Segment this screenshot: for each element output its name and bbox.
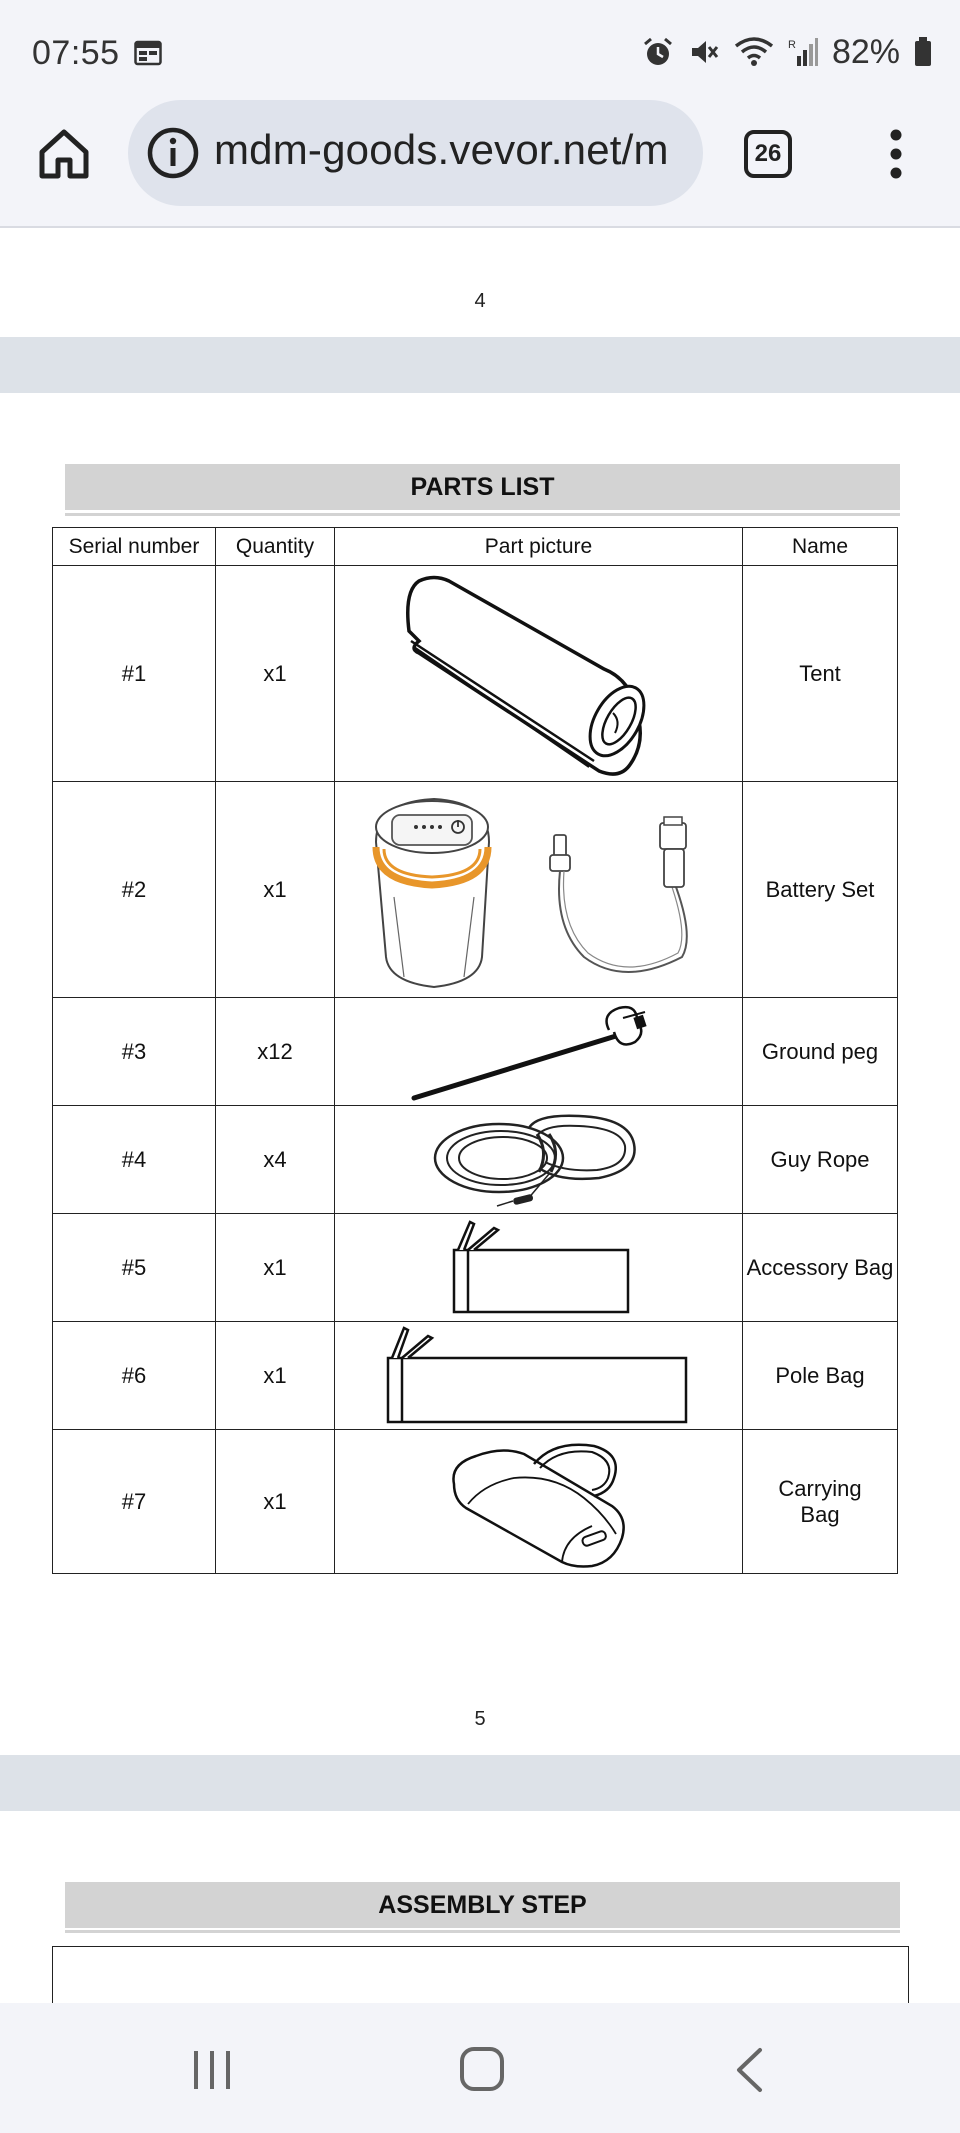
mute-icon: [688, 36, 720, 68]
name-cell: Pole Bag: [743, 1322, 898, 1430]
battery-percentage: 82%: [831, 32, 900, 71]
tabs-button[interactable]: [744, 130, 792, 178]
ground-peg-icon: [409, 1002, 669, 1102]
svg-text:R: R: [787, 39, 796, 51]
browser-toolbar: [0, 100, 960, 228]
page-number: 4: [474, 290, 486, 312]
name-cell: Accessory Bag: [743, 1214, 898, 1322]
header-quantity: Quantity: [216, 528, 335, 566]
serial-cell: #1: [53, 566, 216, 782]
serial-cell: #4: [53, 1106, 216, 1214]
more-vert-icon[interactable]: [880, 128, 912, 180]
serial-cell: #2: [53, 782, 216, 998]
quantity-cell: x1: [216, 782, 335, 998]
home-button-icon[interactable]: [460, 2047, 504, 2091]
serial-cell: #6: [53, 1322, 216, 1430]
header-serial: Serial number: [53, 528, 216, 566]
parts-table: [52, 527, 898, 1574]
serial-cell: #7: [53, 1430, 216, 1574]
quantity-cell: x1: [216, 1214, 335, 1322]
picture-cell: [335, 1430, 743, 1574]
parts-list-title-text: PARTS LIST: [410, 472, 555, 501]
battery-set-icon: [364, 787, 714, 992]
name-cell: Ground peg: [743, 998, 898, 1106]
table-row: [53, 1214, 898, 1322]
guy-rope-icon: [429, 1108, 649, 1212]
picture-cell: [335, 782, 743, 998]
table-row: [53, 998, 898, 1106]
title-underline: [65, 1930, 900, 1933]
name-cell: Guy Rope: [743, 1106, 898, 1214]
home-icon[interactable]: [36, 126, 92, 182]
picture-cell: [335, 566, 743, 782]
tab-count: 26: [754, 140, 782, 167]
picture-cell: [335, 1322, 743, 1430]
carrying-bag-icon: [444, 1434, 634, 1570]
serial-cell: #3: [53, 998, 216, 1106]
wifi-icon: [734, 36, 774, 68]
url-text[interactable]: mdm-goods.vevor.net/m: [214, 126, 669, 173]
name-cell: Tent: [743, 566, 898, 782]
header-picture: Part picture: [335, 528, 743, 566]
name-cell: Battery Set: [743, 782, 898, 998]
title-underline: [65, 513, 900, 516]
status-icons: [642, 30, 932, 74]
name-cell: [743, 1430, 898, 1574]
alarm-icon: [642, 36, 674, 68]
page-number: 5: [474, 1708, 486, 1730]
info-icon[interactable]: [146, 126, 200, 180]
assembly-step-box: [52, 1946, 909, 2003]
table-row: [53, 1430, 898, 1574]
page-divider: [0, 1755, 960, 1811]
pole-bag-icon: [380, 1324, 698, 1428]
system-nav-bar: [0, 2003, 960, 2133]
name-text: Carrying Bag: [778, 1475, 862, 1527]
back-icon[interactable]: [734, 2047, 764, 2093]
table-row: [53, 566, 898, 782]
table-row: [53, 1106, 898, 1214]
calendar-icon: [134, 40, 162, 66]
page-content[interactable]: [0, 230, 960, 2003]
rolled-tent-icon: [389, 571, 689, 776]
page-divider: [0, 337, 960, 393]
picture-cell: [335, 998, 743, 1106]
assembly-step-title-text: ASSEMBLY STEP: [378, 1890, 587, 1919]
serial-cell: #5: [53, 1214, 216, 1322]
header-name: Name: [743, 528, 898, 566]
table-row: [53, 1322, 898, 1430]
address-bar[interactable]: [128, 100, 703, 206]
quantity-cell: x12: [216, 998, 335, 1106]
assembly-step-title: [65, 1882, 900, 1928]
quantity-cell: x1: [216, 566, 335, 782]
quantity-cell: x1: [216, 1322, 335, 1430]
table-row: [53, 782, 898, 998]
recent-apps-icon[interactable]: [190, 2049, 234, 2091]
picture-cell: [335, 1106, 743, 1214]
quantity-cell: x1: [216, 1430, 335, 1574]
table-header-row: [53, 528, 898, 566]
signal-icon: [788, 36, 818, 68]
status-bar: [0, 0, 960, 100]
quantity-cell: x4: [216, 1106, 335, 1214]
picture-cell: [335, 1214, 743, 1322]
accessory-bag-icon: [444, 1216, 634, 1320]
status-time: 07:55: [32, 34, 120, 72]
battery-icon: [914, 37, 932, 67]
parts-list-title: [65, 464, 900, 510]
